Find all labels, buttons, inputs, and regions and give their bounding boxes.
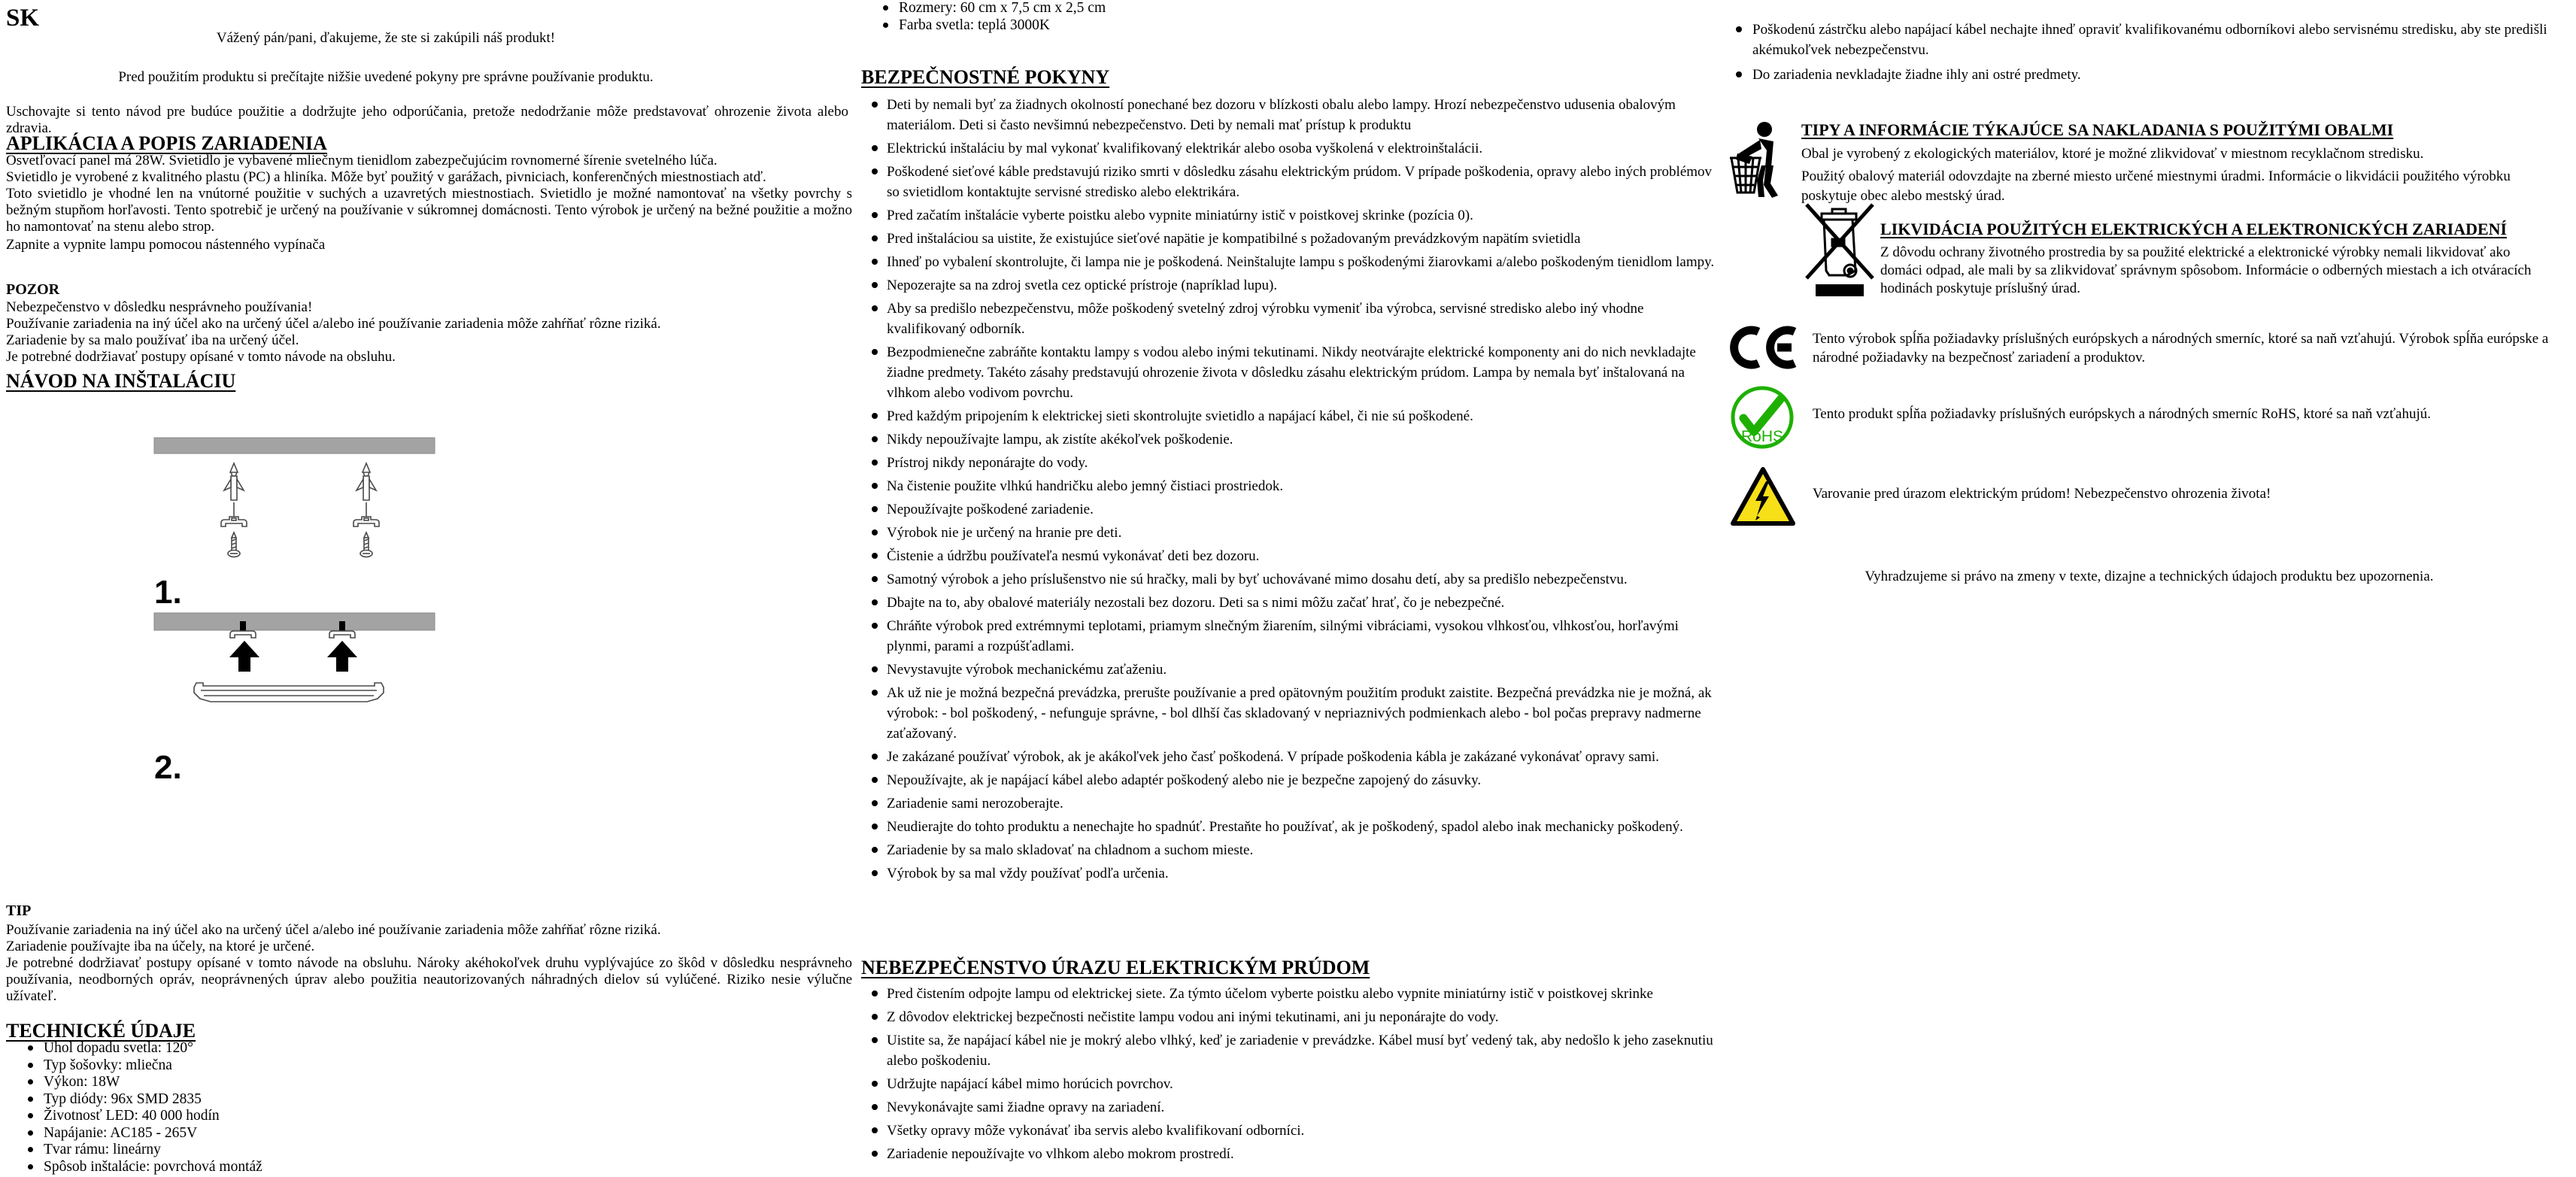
safety-item-text: Dbajte na to, aby obalové materiály nezostali bez dozoru. Deti sa s nimi môžu začať hrať, čo je nebezpečné. — [887, 595, 1505, 611]
electric-item-text: Nevykonávajte sami žiadne opravy na zariadení. — [887, 1100, 1165, 1115]
tip-paragraph: Je potrebné dodržiavať postupy opísané v tomto návode na obsluhu. Nároky akéhokoľvek druhu vyplývajúce zo škôd v dôsledku nesprávneho používania, neodborných opráv, neoprávnených úprav alebo použitia neautorizovaných náhradných dielov sú vylúčené. Riziko nesie výlučne užívateľ. — [6, 955, 852, 1004]
bullet-marker — [872, 870, 878, 876]
safety-item-text: Nevystavujte výrobok mechanickému zaťaženiu. — [887, 662, 1167, 678]
bullet-marker — [872, 529, 878, 535]
bullet-marker — [872, 349, 878, 355]
step-2-label: 2. — [154, 749, 182, 786]
tech-item — [876, 0, 1628, 17]
safety-item-text: Nepoužívajte, ak je napájací kábel alebo adaptér poškodený alebo nie je bezpečne zapojený do zásuvky. — [887, 772, 1482, 788]
tech-item — [21, 1074, 773, 1091]
weee-heading: LIKVIDÁCIA POUŽITÝCH ELEKTRICKÝCH A ELEKTRONICKÝCH ZARIADENÍ — [1880, 220, 2508, 238]
bullet-marker — [872, 102, 878, 108]
bullet-marker — [872, 235, 878, 241]
warning-text: Varovanie pred úrazom elektrickým prúdom! Nebezpečenstvo ohrozenia života! — [1813, 486, 2271, 502]
bullet-marker — [883, 5, 888, 11]
bullet-marker — [28, 1045, 33, 1051]
safety-item-text: Elektrickú inštaláciu by mal vykonať kvalifikovaný elektrikár alebo osoba vyškolená v elektroinštalácii. — [887, 141, 1483, 156]
greeting-line: Vážený pán/pani, ďakujeme, že ste si zakúpili náš produkt! — [216, 30, 556, 46]
caution-lines — [6, 299, 856, 366]
electric-item-text: Zariadenie nepoužívajte vo vlhkom alebo mokrom prostredí. — [887, 1146, 1234, 1162]
electric-item-text: Uistite sa, že napájací kábel nie je mokrý alebo vlhký, keď je zariadenie v prevádzke. Kábel musí byť vedený tak, aby nedošlo k jeho zaseknutiu alebo poškodeniu. — [887, 1033, 1713, 1069]
safety-item — [861, 162, 1726, 202]
safety-item-text: Na čistenie použite vlhkú handričku alebo jemný čistiaci prostriedok. — [887, 478, 1284, 494]
caution-line: Je potrebné dodržiavať postupy opísané v tomto návode na obsluhu. — [6, 349, 396, 365]
bullet-marker — [28, 1130, 33, 1136]
bullet-marker — [872, 145, 878, 151]
bullet-marker — [872, 413, 878, 419]
bullet-marker — [872, 506, 878, 512]
bullet-marker — [872, 800, 878, 806]
bullet-marker — [872, 576, 878, 582]
safety-item-text: Zariadenie sami nerozoberajte. — [887, 796, 1063, 811]
electric-item — [861, 1074, 1726, 1094]
bullet-marker — [28, 1063, 33, 1068]
safety-item-text: Prístroj nikdy neponárajte do vody. — [887, 455, 1088, 471]
safety-item — [861, 205, 1726, 226]
bullet-marker — [872, 483, 878, 489]
ce-text: Tento výrobok spĺňa požiadavky príslušných európskych a národných smerníc, ktoré sa naň vzťahujú. Výrobok spĺňa európske a národné požiadavky na bezpečnosť zariadení a produktov. — [1813, 331, 2549, 366]
packaging-section — [1730, 120, 2568, 209]
bullet-marker — [28, 1113, 33, 1118]
safety-item-text: Pred začatím inštalácie vyberte poistku alebo vypnite miniatúrny istič v poistkovej skrinke (pozícia 0). — [887, 208, 1473, 223]
lamp-fixture-icon — [194, 683, 384, 702]
language-code: SK — [6, 5, 40, 32]
tech-item-text: Životnosť LED: 40 000 hodín — [44, 1108, 220, 1124]
bullet-marker — [872, 282, 878, 288]
warning-section — [1730, 466, 2568, 530]
rohs-label: RoHS — [1740, 428, 1784, 445]
safety-item-text: Zariadenie by sa malo skladovať na chladnom a suchom mieste. — [887, 842, 1254, 858]
safety-item-text: Nepoužívajte poškodené zariadenie. — [887, 502, 1094, 517]
tech-item-text: Typ diódy: 96x SMD 2835 — [44, 1091, 202, 1107]
tech-item — [21, 1142, 773, 1159]
application-line-2: Svietidlo je vyrobené z kvalitného plastu (PC) a hliníka. Môže byť použitý v garážach, pivniciach, konferenčných miestnostiach atď. — [6, 169, 766, 185]
safety-item — [861, 429, 1726, 450]
safety-item — [861, 863, 1726, 884]
screw-icon — [228, 532, 372, 557]
ce-section — [1730, 325, 2568, 374]
weee-bar — [1816, 284, 1864, 296]
bullet-marker — [872, 1127, 878, 1133]
safety-item — [861, 476, 1726, 496]
bullet-marker — [872, 1081, 878, 1087]
bullet-marker — [872, 824, 878, 830]
tech-item-text: Rozmery: 60 cm x 7,5 cm x 2,5 cm — [899, 0, 1106, 16]
packaging-line: Obal je vyrobený z ekologických materiálov, ktoré je možné zlikvidovať v miestnom recyklačnom stredisku. — [1801, 146, 2424, 162]
bullet-marker — [872, 666, 878, 672]
safety-item-text: Neudierajte do tohto produktu a nenechajte ho spadnúť. Prestaňte ho používať, ak je poškodený, spadol alebo inak mechanicky poškodený. — [887, 819, 1683, 835]
bullet-marker — [1736, 26, 1742, 32]
disclaimer-line: Vyhradzujeme si právo na zmeny v texte, dizajne a technických údajoch produktu bez upozornenia. — [1864, 569, 2434, 584]
safety-item-text: Nepozerajte sa na zdroj svetla cez optické prístroje (napríklad lupu). — [887, 278, 1278, 293]
packaging-lines — [1801, 144, 2568, 206]
safety-item — [861, 840, 1726, 860]
safety-item-text: Čistenie a údržbu používateľa nesmú vykonávať deti bez dozoru. — [887, 548, 1260, 564]
bullet-marker — [28, 1097, 33, 1102]
safety-item — [861, 252, 1726, 272]
bullet-marker — [28, 1079, 33, 1084]
bullet-marker — [872, 1037, 878, 1043]
safety-item — [861, 683, 1726, 744]
bullet-marker — [872, 623, 878, 629]
safety-item-text: Samotný výrobok a jeho príslušenstvo nie sú hračky, mali by byť uchovávané mimo dosahu detí, aby sa predišlo nebezpečenstvu. — [887, 572, 1628, 587]
safety-item — [861, 747, 1726, 767]
tech-item — [21, 1125, 773, 1142]
read-before-line: Pred použitím produktu si prečítajte nižšie uvedené pokyny pre správne používanie produktu. — [118, 69, 654, 85]
bullet-marker — [883, 23, 888, 28]
electric-item — [861, 1121, 1726, 1141]
safety-item — [861, 660, 1726, 680]
tech-item-text: Spôsob inštalácie: povrchová montáž — [44, 1158, 262, 1175]
bullet-marker — [872, 847, 878, 853]
tech-item — [21, 1040, 773, 1057]
bullet-marker — [28, 1164, 33, 1169]
safety-item — [861, 546, 1726, 566]
electric-item-text: Z dôvodov elektrickej bezpečnosti nečistite lampu vodou ani inými tekutinami, ani ju neponárajte do vody. — [887, 1009, 1499, 1025]
packaging-heading: TIPY A INFORMÁCIE TÝKAJÚCE SA NAKLADANIA S POUŽITÝMI OBALMI — [1801, 120, 2394, 139]
bullet-marker — [872, 990, 878, 997]
tech-item-text: Uhol dopadu svetla: 120° — [44, 1040, 193, 1056]
electric-item — [861, 1144, 1726, 1164]
safety-item — [861, 770, 1726, 790]
safety-item — [861, 95, 1726, 135]
safety-item-text: Ak už nie je možná bezpečná prevádzka, prerušte používanie a pred opätovným použitím produkt zaistite. Bezpečná prevádzka nie je možná, ak výrobok: - bol poškodený, - nefunguje správne, - bol dlhší čas skladovaný v nepriaznivých podmienkach alebo - bol počas prepravy nadmerne zaťažovaný. — [887, 685, 1712, 742]
electric-item-text: Udržujte napájací kábel mimo horúcich povrchov. — [887, 1076, 1173, 1092]
application-heading: APLIKÁCIA A POPIS ZARIADENIA — [6, 132, 327, 154]
caution-line: Zariadenie by sa malo používať iba na určený účel. — [6, 332, 299, 348]
tip-line-2: Zariadenie používajte iba na účely, na ktoré je určené. — [6, 939, 315, 954]
safety-item-text: Pred každým pripojením k elektrickej sieti skontrolujte svietidlo a napájací kábel, či nie sú poškodené. — [887, 408, 1473, 424]
tip-line-1: Používanie zariadenia na iný účel ako na určený účel a/alebo iné používanie zariadenia môže zahŕňať rôzne riziká. — [6, 922, 661, 938]
tech-item-text: Typ šošovky: mliečna — [44, 1057, 172, 1073]
weee-section — [1805, 203, 2568, 300]
electric-list — [861, 984, 1726, 1167]
tech-item — [21, 1108, 773, 1125]
electric-item-text: Pred čistením odpojte lampu od elektrickej siete. Za týmto účelom vyberte poistku alebo vypnite miniatúrny istič v poistkovej skrinke — [887, 986, 1653, 1002]
safety-item — [861, 523, 1726, 543]
bullet-marker — [872, 259, 878, 265]
safety-item — [861, 342, 1726, 403]
tech-item-text: Výkon: 18W — [44, 1074, 120, 1090]
caution-line: Používanie zariadenia na iný účel ako na určený účel a/alebo iné používanie zariadenia môže zahŕňať rôzne riziká. — [6, 316, 661, 332]
bullet-marker — [872, 777, 878, 783]
application-line-1: Osvetľovací panel má 28W. Svietidlo je vybavené mliečnym tienidlom zabezpečujúcim rovnomerné šírenie svetelného lúča. — [6, 153, 718, 168]
bullet-marker — [872, 1104, 878, 1110]
tidyman-icon — [1730, 120, 1786, 199]
rohs-icon — [1730, 385, 1795, 450]
column3-bullet-text: Do zariadenia nevkladajte žiadne ihly ani ostré predmety. — [1752, 67, 2081, 83]
caution-heading: POZOR — [6, 281, 60, 298]
bullet-marker — [872, 553, 878, 559]
safety-item-text: Chráňte výrobok pred extrémnymi teplotami, priamym slnečným žiarením, silnými vibráciami, vysokou vlhkosťou, vlhkosťou, horľavými plynmi, parami a rozpúšťadlami. — [887, 618, 1679, 654]
safety-item-text: Aby sa predišlo nebezpečenstvu, môže poškodený svetelný zdroj výrobku vymeniť iba výrobca, servisné stredisko alebo iný vhodne kvalifikovaný odborník. — [887, 301, 1644, 337]
safety-item-text: Deti by nemali byť za žiadnych okolností ponechané bez dozoru v blízkosti obalu alebo lampy. Hrozí nebezpečenstvo udusenia obalovým materiálom. Deti si často nevšimnú nebezpečenstvo. Deti by nemali mať prístup k produktu — [887, 97, 1676, 133]
bullet-marker — [872, 436, 878, 442]
column3-bullet — [1730, 20, 2568, 60]
safety-item-text: Bezpodmienečne zabráňte kontaktu lampy s vodou alebo inými tekutinami. Nikdy neotvárajte elektrické komponenty ani do nich nevkladajte žiadne predmety. Takéto zásahy predstavujú ohrozenie života v dôsledku zásahu elektrickým prúdom. Lampa by nemala byť inštalovaná na vlhkom alebo vodivom povrchu. — [887, 344, 1696, 401]
safety-item — [861, 138, 1726, 159]
bullet-marker — [872, 754, 878, 760]
ceiling-bar-step1 — [154, 438, 435, 454]
safety-item — [861, 499, 1726, 520]
bullet-marker — [1736, 71, 1742, 77]
tech-item — [21, 1057, 773, 1075]
safety-item — [861, 406, 1726, 426]
safety-item-text: Nikdy nepoužívajte lampu, ak zistíte akékoľvek poškodenie. — [887, 432, 1233, 447]
safety-item-text: Výrobok nie je určený na hranie pre deti. — [887, 525, 1122, 541]
tech-heading: TECHNICKÉ ÚDAJE — [6, 1020, 196, 1042]
safety-item — [861, 299, 1726, 339]
safety-item-text: Pred inštaláciou sa uistite, že existujúce sieťové napätie je kompatibilné s požadovaným prevádzkovým napätím svietidla — [887, 231, 1581, 247]
safety-item — [861, 817, 1726, 837]
safety-item — [861, 593, 1726, 613]
electric-item-text: Všetky opravy môže vykonávať iba servis alebo kvalifikovaní odborníci. — [887, 1123, 1305, 1139]
safety-item — [861, 793, 1726, 814]
tech-list — [21, 1040, 773, 1175]
electric-item — [861, 984, 1726, 1004]
safety-list — [861, 95, 1726, 887]
wall-plug-icon — [224, 463, 376, 517]
bullet-marker — [872, 599, 878, 605]
safety-item — [861, 229, 1726, 249]
bullet-marker — [872, 212, 878, 218]
safety-item-text: Je zakázané používať výrobok, ak je akákoľvek jeho časť poškodená. V prípade poškodenia kábla je zakázané vykonávať opravy sami. — [887, 749, 1659, 765]
weee-crossed-bin-icon — [1805, 203, 1874, 296]
application-paragraph: Toto svietidlo je vhodné len na vnútorné použitie v suchých a uzavretých miestnostiach. Svietidlo je možné namontovať na všetky povrchy s bežným stupňom horľavosti. Tento spotrebič je určený na používanie v súkromnej domácnosti. Tento výrobok je určený na bežné použitie a možno ho namontovať na stenu alebo strop. — [6, 186, 852, 235]
electric-heading: NEBEZPEČENSTVO ÚRAZU ELEKTRICKÝM PRÚDOM — [861, 957, 1370, 978]
weee-text: Z dôvodu ochrany životného prostredia by sa použité elektrické a elektronické výrobky nemali likvidovať ako domáci odpad, ale mali by sa zlikvidovať správnym spôsobom. Informácie o odberných miestach a ich otváracích hodinách poskytuje príslušný úrad. — [1880, 244, 2532, 296]
up-arrow-icon — [229, 641, 357, 672]
safety-item-text: Výrobok by sa mal vždy používať podľa určenia. — [887, 866, 1169, 881]
mounting-clip-icon — [221, 517, 379, 526]
bullet-marker — [28, 1147, 33, 1152]
installation-diagram — [6, 406, 860, 797]
safety-item-text: Poškodené sieťové káble predstavujú riziko smrti v dôsledku zásahu elektrickým prúdom. V prípade poškodenia, opravy alebo iných problémov so svietidlom kontaktujte servisné stredisko alebo elektrikára. — [887, 164, 1713, 200]
tech-item-text: Napájanie: AC185 - 265V — [44, 1124, 198, 1141]
electric-item — [861, 1007, 1726, 1027]
install-heading: NÁVOD NA INŠTALÁCIU — [6, 370, 236, 392]
safety-heading: BEZPEČNOSTNÉ POKYNY — [861, 66, 1110, 88]
bullet-marker — [872, 690, 878, 696]
packaging-line: Použitý obalový materiál odovzdajte na zberné miesto určené miestnymi úradmi. Informácie o likvidácii použitého výrobku poskytuje obec alebo mestský úrad. — [1801, 168, 2511, 204]
bullet-marker — [872, 305, 878, 311]
step-1-label: 1. — [154, 574, 182, 611]
tech-item-text: Farba svetla: teplá 3000K — [899, 17, 1050, 33]
rohs-section — [1730, 385, 2568, 454]
electric-item — [861, 1030, 1726, 1071]
tip-heading: TIP — [6, 902, 32, 919]
keep-manual-line: Uschovajte si tento návod pre budúce použitie a dodržujte jeho odporúčania, pretože nedodržanie môže predstavovať ohrozenie života alebo zdravia. — [6, 104, 848, 136]
tech-item — [21, 1091, 773, 1109]
rohs-text: Tento produkt spĺňa požiadavky príslušných európskych a národných smerníc RoHS, ktoré sa naň vzťahujú. — [1813, 406, 2432, 422]
safety-item — [861, 569, 1726, 590]
electric-item — [861, 1097, 1726, 1118]
safety-item — [861, 616, 1726, 657]
bullet-marker — [872, 1151, 878, 1157]
safety-item — [861, 453, 1726, 473]
bullet-marker — [872, 168, 878, 174]
column3-bullet — [1730, 65, 2568, 85]
safety-item — [861, 275, 1726, 296]
ceiling-bar-step2 — [154, 613, 435, 630]
application-switch-line: Zapnite a vypnite lampu pomocou nástenného vypínača — [6, 237, 326, 253]
tech-list-continued — [876, 0, 1628, 34]
safety-item-text: Ihneď po vybalení skontrolujte, či lampa nie je poškodená. Neinštalujte lampu s poškodenými žiarovkami a/alebo poškodeným tienidlom lampy. — [887, 254, 1715, 270]
tech-item — [876, 17, 1628, 35]
column3-bullet-text: Poškodenú zástrčku alebo napájací kábel nechajte ihneď opraviť kvalifikovanému odborníkovi alebo servisnému stredisku, aby ste predišli akémukoľvek nebezpečenstvu. — [1752, 22, 2547, 58]
ce-mark-icon — [1730, 325, 1799, 370]
caution-line: Nebezpečenstvo v dôsledku nesprávneho používania! — [6, 299, 313, 315]
column3-bullets — [1730, 20, 2568, 89]
tech-item — [21, 1159, 773, 1176]
bullet-marker — [872, 1014, 878, 1020]
bullet-marker — [872, 460, 878, 466]
electric-warning-icon — [1730, 466, 1796, 526]
tech-item-text: Tvar rámu: lineárny — [44, 1142, 161, 1157]
